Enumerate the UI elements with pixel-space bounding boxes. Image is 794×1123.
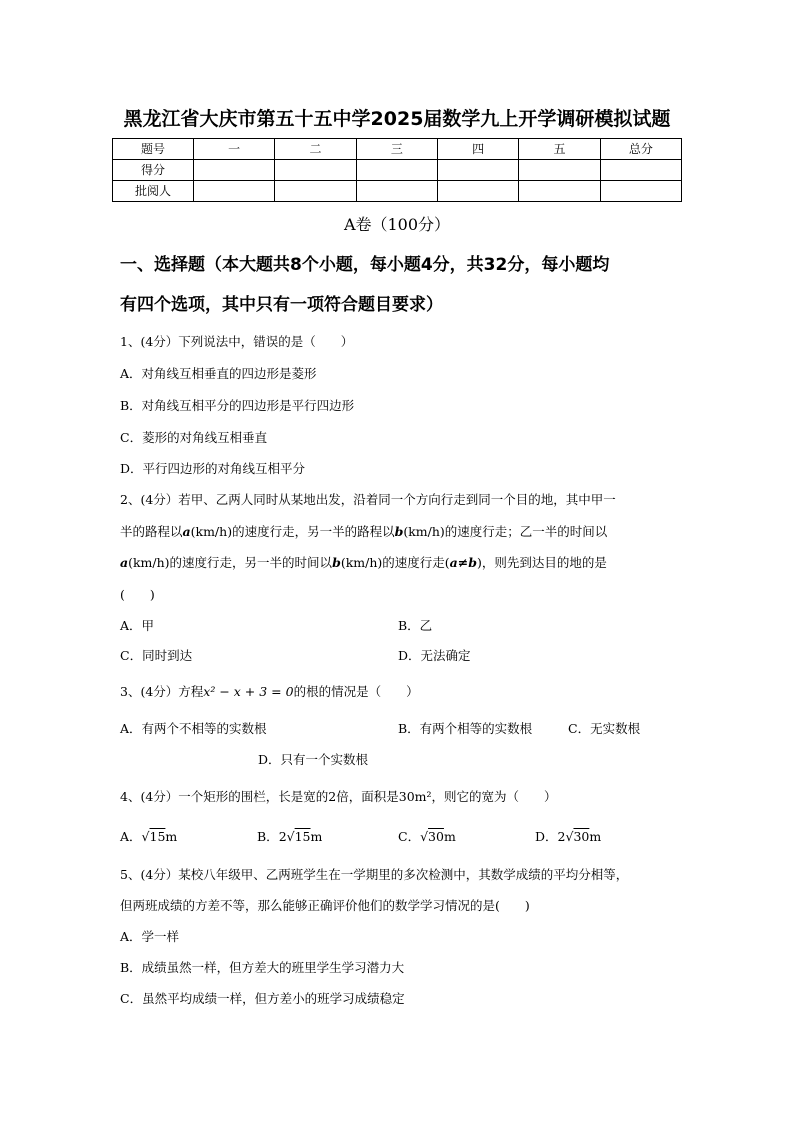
unit: m [443, 829, 456, 844]
reviewer-cell [194, 181, 275, 202]
q3-text: 3、(4分）方程 [120, 684, 204, 699]
q1-option-b: B．对角线互相平分的四边形是平行四边形 [120, 398, 355, 413]
q1-option-a: A．对角线互相垂直的四边形是菱形 [120, 366, 317, 381]
q2-option-d: D．无法确定 [398, 648, 471, 663]
sqrt-sign: √ [286, 829, 295, 844]
radicand: 15 [294, 829, 311, 844]
reviewer-cell [519, 181, 600, 202]
q3-option-b: B．有两个相等的实数根 [398, 721, 533, 736]
q2-condition: a≠b [449, 555, 477, 570]
table-header-cell: 题号 [113, 139, 194, 160]
coefficient: 2 [278, 829, 287, 844]
q3-option-c: C．无实数根 [568, 721, 641, 736]
part1-heading-line1: 一、选择题（本大题共8个小题，每小题4分，共32分，每小题均 [120, 255, 610, 275]
q5-line2: 但两班成绩的方差不等，那么能够正确评价他们的数学学习情况的是( ) [120, 898, 530, 913]
q3-option-d: D．只有一个实数根 [258, 752, 369, 767]
q2-line1: 2、(4分）若甲、乙两人同时从某地出发，沿着同一个方向行走到同一个目的地，其中甲一 [120, 492, 616, 507]
q4-text: ，则它的宽为（ ） [431, 789, 557, 804]
q2-text: 半的路程以 [120, 524, 183, 539]
score-cell [437, 160, 518, 181]
table-header-cell: 五 [519, 139, 600, 160]
option-label: B． [257, 829, 279, 844]
coefficient: 2 [557, 829, 566, 844]
row-label: 批阅人 [113, 181, 194, 202]
score-cell [194, 160, 275, 181]
radicand: 30 [573, 829, 590, 844]
row-label: 得分 [113, 160, 194, 181]
q4-stem [120, 788, 557, 806]
q2-var-a: a [120, 555, 129, 570]
score-cell [275, 160, 356, 181]
q2-option-b: B．乙 [398, 618, 433, 633]
option-label: A． [120, 829, 142, 844]
q4-option-a [120, 828, 177, 846]
radicand: 30 [428, 829, 444, 844]
q4-option-b [257, 828, 322, 846]
q1-option-d: D．平行四边形的对角线互相平分 [120, 461, 306, 476]
table-header-cell: 二 [275, 139, 356, 160]
q3-equation: x² − x + 3 = 0 [203, 684, 294, 699]
option-label: C． [398, 829, 421, 844]
q5-option-a: A．学一样 [120, 929, 180, 944]
part1-heading-line2: 有四个选项，其中只有一项符合题目要求） [120, 295, 443, 315]
unit: m [310, 829, 323, 844]
q4-area: 30m² [398, 789, 432, 804]
q3-text: 的根的情况是（ ） [293, 684, 419, 699]
q2-text: (km/h)的速度行走，另一半的时间以 [128, 555, 333, 570]
sqrt-sign: √ [141, 829, 150, 844]
sqrt-sign: √ [420, 829, 429, 844]
option-label: D． [535, 829, 558, 844]
q2-var-b: b [332, 555, 341, 570]
table-row [113, 160, 682, 181]
score-cell [356, 160, 437, 181]
q2-text: )，则先到达目的地的是 [476, 555, 607, 570]
q2-option-c: C．同时到达 [120, 648, 193, 663]
table-header-cell: 四 [437, 139, 518, 160]
q2-line2 [120, 523, 607, 541]
score-cell [519, 160, 600, 181]
q2-text: (km/h)的速度行走( [340, 555, 450, 570]
unit: m [165, 829, 178, 844]
exam-title: 黑龙江省大庆市第五十五中学2025届数学九上开学调研模拟试题 [123, 108, 671, 130]
q3-option-a: A．有两个不相等的实数根 [120, 721, 267, 736]
reviewer-cell [356, 181, 437, 202]
q5-option-c: C．虽然平均成绩一样，但方差小的班学习成绩稳定 [120, 991, 405, 1006]
unit: m [589, 829, 602, 844]
section-a-heading: A卷（100分） [343, 215, 451, 234]
q3-stem [120, 683, 419, 701]
sqrt-sign: √ [565, 829, 574, 844]
radicand: 15 [149, 829, 166, 844]
table-header-cell: 三 [356, 139, 437, 160]
table-header-cell: 一 [194, 139, 275, 160]
score-table-header-row [113, 139, 682, 160]
q5-line1: 5、(4分）某校八年级甲、乙两班学生在一学期里的多次检测中，其数学成绩的平均分相等， [120, 867, 629, 882]
q2-text: (km/h)的速度行走；乙一半的时间以 [403, 524, 608, 539]
table-header-cell: 总分 [600, 139, 681, 160]
q2-var-a: a [182, 524, 191, 539]
q1-option-c: C．菱形的对角线互相垂直 [120, 430, 268, 445]
q2-line4: ( ) [120, 587, 155, 602]
q2-line3 [120, 554, 607, 572]
reviewer-cell [275, 181, 356, 202]
score-table [112, 138, 682, 202]
q5-option-b: B．成绩虽然一样，但方差大的班里学生学习潜力大 [120, 960, 405, 975]
reviewer-cell [600, 181, 681, 202]
q2-text: (km/h)的速度行走，另一半的路程以 [190, 524, 395, 539]
q2-var-b: b [394, 524, 404, 539]
q2-option-a: A．甲 [120, 618, 155, 633]
score-cell [600, 160, 681, 181]
q4-text: 4、(4分）一个矩形的围栏，长是宽的2倍，面积是 [120, 789, 399, 804]
q4-option-c [398, 828, 456, 846]
q1-stem: 1、(4分）下列说法中，错误的是（ ） [120, 334, 354, 349]
q4-option-d [535, 828, 601, 846]
reviewer-cell [437, 181, 518, 202]
table-row [113, 181, 682, 202]
